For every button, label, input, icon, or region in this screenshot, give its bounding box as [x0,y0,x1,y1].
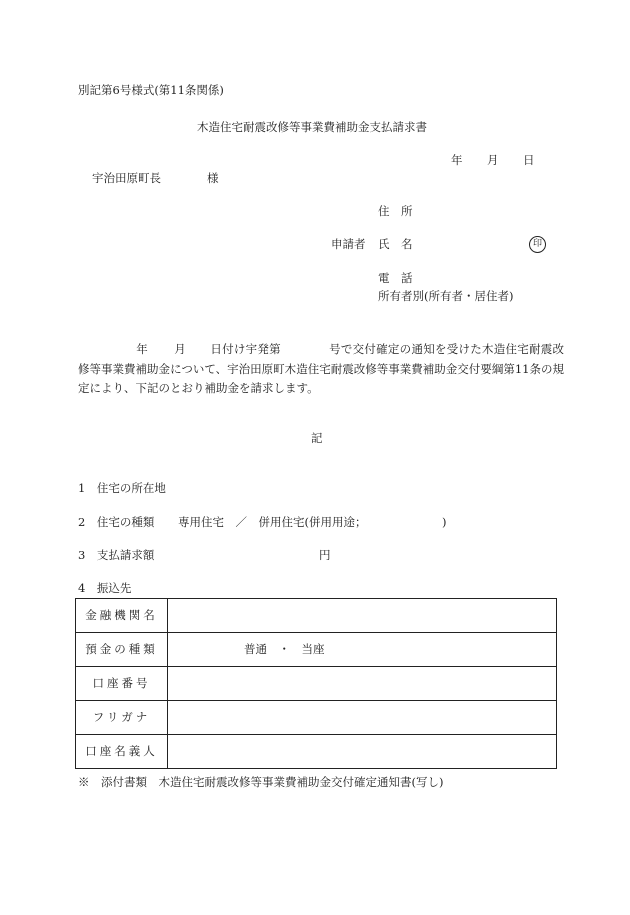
ki-heading: 記 [311,431,323,445]
date-year: 年 [451,153,463,167]
address-label: 住 所 [378,204,413,218]
date-month: 月 [487,153,499,167]
body-reference-prefix: 日付け宇発第 [210,342,281,356]
item-amount-unit: 円 [319,548,331,562]
item-amount-label: 3 支払請求額 [78,548,155,562]
name-label: 氏 名 [378,237,413,251]
table-row [76,667,557,701]
account-number-field [168,667,557,701]
document-title: 木造住宅耐震改修等事業費補助金支払請求書 [197,120,427,134]
attachment-note: ※ 添付書類 木造住宅耐震改修等事業費補助金交付確定通知書(写し) [78,775,444,789]
owner-type: 所有者別(所有者・居住者) [378,289,514,303]
account-holder-field [168,735,557,769]
bank-account-table [75,598,557,769]
item-transfer-label: 4 振込先 [78,581,132,595]
item-type-options: 専用住宅 ／ 併用住宅(併用用途； [178,515,367,529]
table-row [76,633,557,667]
item-type-label: 2 住宅の種類 [78,515,155,529]
furigana-field [168,701,557,735]
bank-name-field [168,599,557,633]
applicant-label: 申請者 [331,237,366,251]
body-reference-suffix: 号で交付確定の通知を受けた木造住宅耐震改修等事業費補助金について、宇治田原町木造住宅耐震改修等事業費補助金交付要綱第11条の規定により、下記のとおり補助金を請求します。 [78,342,565,395]
date-day: 日 [523,153,535,167]
addressee-name: 宇治田原町長 [92,171,161,185]
table-row [76,735,557,769]
item-location-label: 1 住宅の所在地 [78,481,166,495]
addressee-honorific: 様 [207,171,219,185]
seal-mark: 印 [529,236,546,253]
form-number: 別記第6号様式(第11条関係) [78,83,224,97]
bank-name-label: 金融機関名 [76,599,168,633]
table-row [76,701,557,735]
furigana-label: フリガナ [76,701,168,735]
account-number-label: 口座番号 [76,667,168,701]
body-year: 年 [136,342,149,356]
deposit-type-options: 普通 ・ 当座 [168,633,557,667]
request-paragraph [78,340,564,399]
phone-label: 電 話 [378,271,413,285]
deposit-type-label: 預金の種類 [76,633,168,667]
body-month: 月 [174,342,187,356]
item-type-close: ) [442,515,447,529]
table-row [76,599,557,633]
account-holder-label: 口座名義人 [76,735,168,769]
